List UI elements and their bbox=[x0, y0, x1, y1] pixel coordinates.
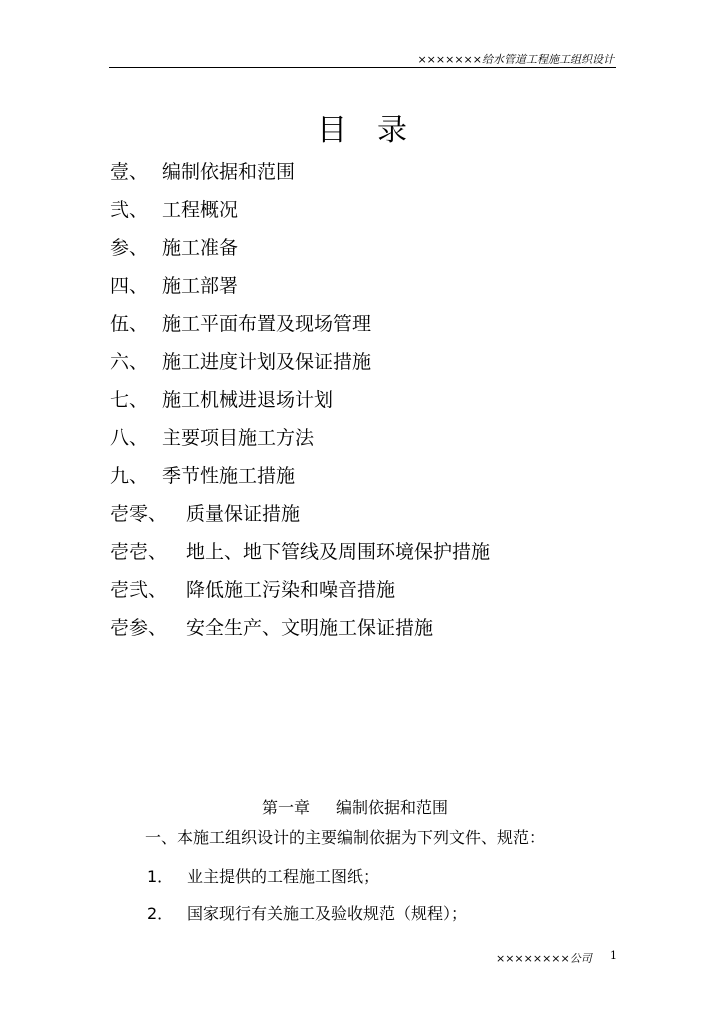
list-item-number: 2． bbox=[147, 904, 174, 923]
chapter-number: 第一章 bbox=[262, 798, 311, 817]
header-title: ×××××××给水管道工程施工组织设计 bbox=[417, 53, 614, 66]
toc-item-label: 施工准备 bbox=[162, 237, 239, 259]
toc-item-number: 参、 bbox=[110, 237, 149, 259]
toc-item-number: 壱零、 bbox=[110, 503, 168, 525]
toc-item-number: 七、 bbox=[110, 389, 149, 411]
list-item-number: 1． bbox=[147, 867, 174, 886]
toc-item-label: 施工进度计划及保证措施 bbox=[162, 351, 372, 373]
chapter-heading bbox=[262, 795, 448, 818]
toc-item-number: 弐、 bbox=[110, 199, 149, 221]
toc-item-number: 壱参、 bbox=[110, 617, 168, 639]
toc-item-label: 编制依据和范围 bbox=[162, 161, 296, 183]
toc-item-number: 四、 bbox=[110, 275, 149, 297]
toc-item-label: 质量保证措施 bbox=[186, 503, 301, 525]
toc-item-number: 六、 bbox=[110, 351, 149, 373]
toc-item-label: 降低施工污染和噪音措施 bbox=[186, 579, 396, 601]
section-heading: 一、本施工组织设计的主要编制依据为下列文件、规范： bbox=[145, 828, 546, 847]
toc-item-label: 施工平面布置及现场管理 bbox=[162, 313, 372, 335]
toc-item-number: 九、 bbox=[110, 465, 149, 487]
toc-item-label: 季节性施工措施 bbox=[162, 465, 296, 487]
list-item-text: 业主提供的工程施工图纸； bbox=[187, 867, 380, 886]
toc-item-label: 工程概况 bbox=[162, 199, 239, 221]
page-number: 1 bbox=[610, 949, 617, 962]
toc-item-number: 壱壱、 bbox=[110, 541, 168, 563]
toc-item-label: 施工部署 bbox=[162, 275, 239, 297]
footer-company: ××××××××公司 bbox=[496, 952, 592, 965]
list-item-text: 国家现行有关施工及验收规范（规程）； bbox=[187, 904, 468, 923]
toc-item-label: 主要项目施工方法 bbox=[162, 427, 315, 449]
toc-item-label: 地上、地下管线及周围环境保护措施 bbox=[186, 541, 491, 563]
toc-item-number: 壹、 bbox=[110, 161, 149, 183]
toc-item-number: 八、 bbox=[110, 427, 149, 449]
header-rule bbox=[109, 67, 616, 68]
toc-item-label: 安全生产、文明施工保证措施 bbox=[186, 617, 434, 639]
toc-item-label: 施工机械进退场计划 bbox=[162, 389, 334, 411]
toc-item-number: 伍、 bbox=[110, 313, 149, 335]
toc-item-number: 壱弐、 bbox=[110, 579, 168, 601]
toc-title: 目录 bbox=[317, 113, 437, 148]
chapter-title: 编制依据和范围 bbox=[336, 798, 449, 817]
